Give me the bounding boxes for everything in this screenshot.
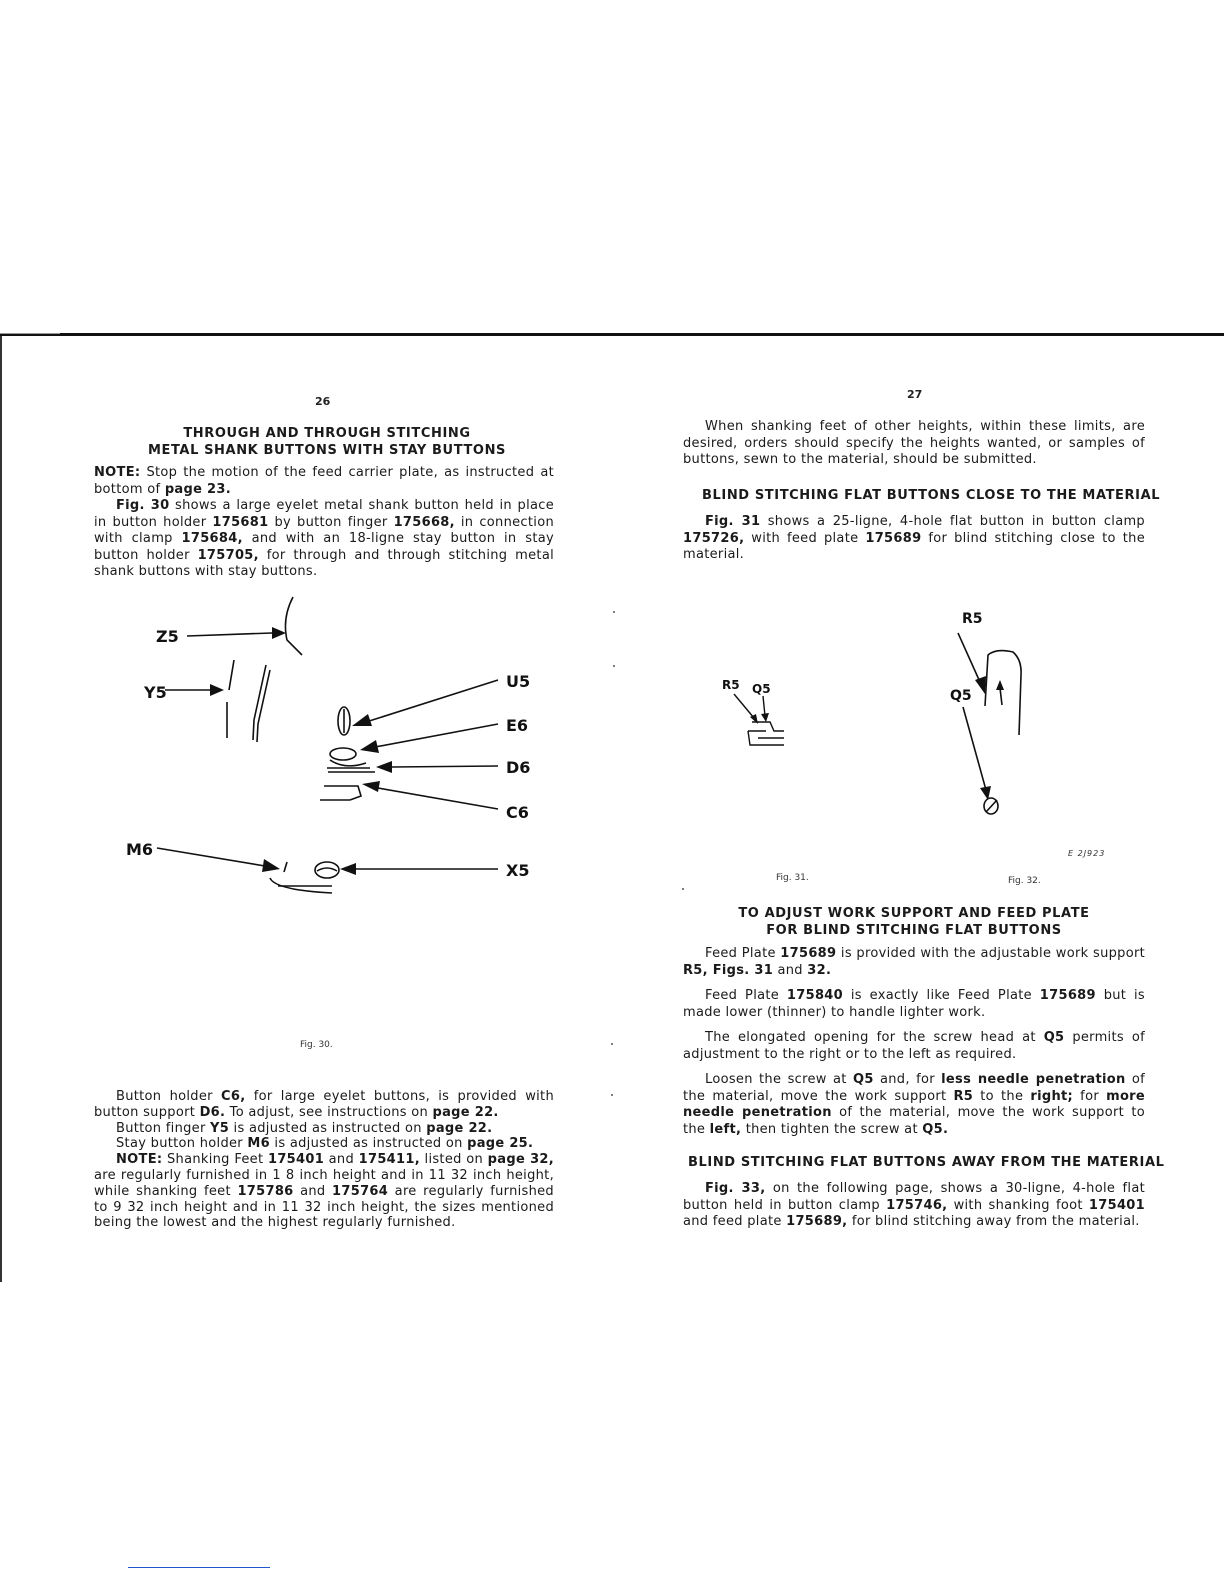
label-m6: M6 (126, 840, 154, 859)
page-number-left: 26 (315, 395, 331, 408)
heading-through-stitching (92, 425, 562, 459)
label-c6: C6 (506, 803, 529, 822)
left-intro-text (94, 465, 554, 581)
left-body-text (94, 1089, 554, 1231)
bottom-link-line (128, 1567, 270, 1568)
heading-line-2: METAL SHANK BUTTONS WITH STAY BUTTONS (147, 443, 507, 458)
figure-31-caption: Fig. 31. (776, 873, 809, 883)
button-finger-paragraph: Button finger Y5 is adjusted as instructed on page 22. (116, 1120, 493, 1136)
adjust-body-text (683, 946, 1145, 1138)
label-x5: X5 (506, 861, 530, 880)
intro-paragraph: When shanking feet of other heights, within these limits, are desired, orders should specify the heights wanted, or samples of buttons, sewn to the material, should be submitted. (683, 419, 1145, 467)
label-y5: Y5 (144, 683, 167, 702)
speck (611, 1094, 613, 1096)
label-q5-fig32: Q5 (950, 688, 972, 704)
heading-line-1: TO ADJUST WORK SUPPORT AND FEED PLATE (738, 906, 1090, 921)
fig30-paragraph: Fig. 30 shows a large eyelet metal shank button held in place in button holder 175681 by button finger 175668, in connection with clamp 175684, and with an 18-ligne stay button in stay button holder 175705, for through and through stitching metal shank buttons with stay buttons. (94, 498, 554, 579)
fig31-text (683, 514, 1145, 564)
heading-line-2: FOR BLIND STITCHING FLAT BUTTONS (766, 923, 1062, 938)
label-u5: U5 (506, 672, 531, 691)
note-label: NOTE: (94, 465, 141, 480)
speck (682, 888, 684, 890)
label-r5-fig31: R5 (722, 678, 740, 692)
heading-away-from-material: BLIND STITCHING FLAT BUTTONS AWAY FROM THE MATERIAL (688, 1155, 1165, 1170)
right-intro-text (683, 419, 1145, 469)
figure-32-caption: Fig. 32. (1008, 876, 1041, 886)
note-paragraph: NOTE: Stop the motion of the feed carrier plate, as instructed at bottom of page 23. (94, 465, 554, 497)
page-number-right: 27 (907, 388, 923, 401)
speck (613, 611, 615, 613)
page-ref: page 23. (164, 481, 231, 497)
fig33-paragraph: Fig. 33, on the following page, shows a 30-ligne, 4-hole flat button held in button clamp 175746, with shanking foot 175401 and feed plate 175689, for blind stitching away from the material. (683, 1181, 1146, 1229)
speck (613, 665, 615, 667)
label-z5: Z5 (156, 627, 179, 646)
elongated-opening-paragraph: The elongated opening for the screw head at Q5 permits of adjustment to the right or to the left as required. (683, 1030, 1145, 1062)
top-rule-faint (0, 333, 60, 334)
heading-close-to-material: BLIND STITCHING FLAT BUTTONS CLOSE TO THE MATERIAL (702, 488, 1161, 503)
top-rule (0, 333, 1224, 336)
feed-plate-thinner-paragraph: Feed Plate 175840 is exactly like Feed Plate 175689 but is made lower (thinner) to handle lighter work. (683, 988, 1146, 1020)
fig31-paragraph: Fig. 31 shows a 25-ligne, 4-hole flat button in button clamp 175726, with feed plate 175689 for blind stitching close to the material. (683, 514, 1145, 562)
stay-button-paragraph: Stay button holder M6 is adjusted as instructed on page 25. (116, 1136, 534, 1152)
heading-line-1: THROUGH AND THROUGH STITCHING (183, 426, 471, 441)
figure-30-caption: Fig. 30. (300, 1040, 333, 1050)
label-r5-fig32: R5 (962, 611, 983, 627)
figure-code: E 2J923 (1068, 849, 1106, 858)
feed-plate-paragraph: Feed Plate 175689 is provided with the adjustable work support R5, Figs. 31 and 32. (683, 946, 1146, 978)
label-d6: D6 (506, 758, 531, 777)
heading-adjust-work-support (683, 905, 1145, 939)
loosen-screw-paragraph: Loosen the screw at Q5 and, for less needle penetration of the material, move the work support R5 to the right; for more needle penetration of the material, move the work support to the left, then tighten the screw at Q5. (683, 1072, 1145, 1137)
fig33-text (683, 1181, 1145, 1231)
speck (611, 1043, 613, 1045)
label-q5-fig31: Q5 (752, 682, 771, 696)
label-e6: E6 (506, 716, 529, 735)
page-edge (0, 336, 2, 1282)
shanking-feet-note: NOTE: Shanking Feet 175401 and 175411, listed on page 32, are regularly furnished in 1 8 inch height and in 11 32 inch height, while shanking feet 175786 and 175764 are regularly furnished to 9 32 inch height and in 11 32 inch height, the sizes mentioned being the lowest and the highest regularly furnished. (94, 1152, 554, 1231)
button-holder-paragraph: Button holder C6, for large eyelet buttons, is provided with button support D6. To adjust, see instructions on page 22. (94, 1089, 554, 1120)
